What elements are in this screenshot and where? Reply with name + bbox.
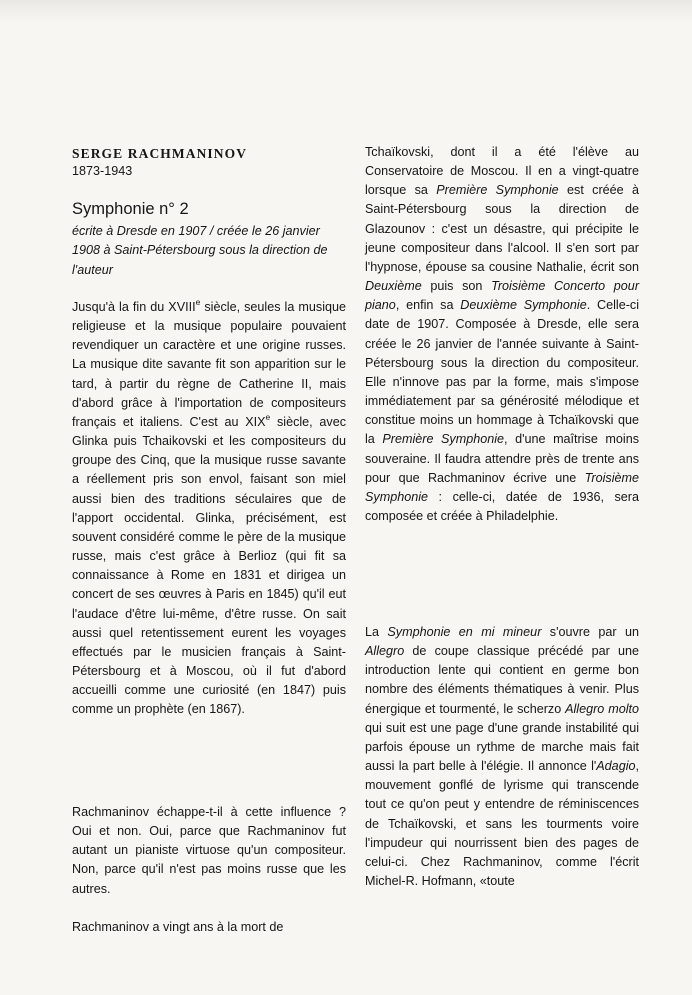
text-run: . Celle-ci date de 1907. Composée à Dresde, elle sera créée le 26 janvier de l'année suivante à Saint-Pétersbourg sous la direction du compositeur. Elle n'innove pas par la forme, mais s'impose immédiatement par sa générosité mélodique et constitue moins un hommage à Tchaïkovski que la xyxy=(365,298,639,447)
tempo-marking: Adagio xyxy=(596,759,636,774)
paragraph-biography xyxy=(365,143,639,526)
text-run: Tchaïkovski, dont il a été l'élève au Conservatoire de Moscou. Il en a vingt-quatre lorsque sa xyxy=(365,145,639,198)
work-reference: Première Symphonie xyxy=(436,183,559,198)
text-run: Jusqu'à la fin du XVIII xyxy=(72,300,196,314)
text-run: , mouvement gonflé de lyrisme qui transcende tout ce qu'on peut y entendre de réminiscences de Tchaïkovski, et sans les tourments voire l'impudeur qui nourrissent bien des pages de celui-ci. Chez Rachmaninov, comme l'écrit Michel-R. Hofmann, «toute xyxy=(365,759,639,889)
tempo-marking: Allegro molto xyxy=(565,701,640,716)
work-reference: Troisième Concerto pour piano xyxy=(365,279,640,313)
text-run: siècle, avec Glinka puis Tchaikovski et les compositeurs du groupe des Cinq, que la musique russe savante a réellement pris son envol, faisant son miel aussi bien des traditions séculaires que de l'apport occidental. Glinka, précisément, est souvent considéré comme le père de la musique russe, mais c'est grâce à Berlioz (qui fit sa connaissance à Rome en 1831 et dirigea un concert de ses œuvres à Paris en 1845) qu'il eut l'audace d'être lui-même, d'être russe. On sait aussi quel retentissement eurent les voyages effectués par le musicien français à Saint-Pétersbourg et à Moscou, où il fut d'abord accueilli comme une curiosité (en 1847) puis comme un prophète (en 1867). xyxy=(72,414,347,717)
composer-dates: 1873-1943 xyxy=(72,164,133,178)
work-subtitle: écrite à Dresde en 1907 / créée le 26 janvier 1908 à Saint-Pétersbourg sous la direction de l'auteur xyxy=(72,224,328,277)
work-reference: Deuxième xyxy=(365,279,422,294)
paragraph-history xyxy=(72,298,346,719)
tempo-marking: Allegro xyxy=(365,644,405,659)
paragraph-continues: Rachmaninov a vingt ans à la mort de xyxy=(72,920,284,934)
work-reference: Troisième Symphonie xyxy=(365,470,639,504)
text-run: est créée à Saint-Pétersbourg sous la direction de Glazounov : c'est un désastre, qui précipite le jeune compositeur dans l'alcool. Il s'en sort par l'hypnose, épouse sa cousine Nathalie, écrit son xyxy=(365,183,639,274)
work-reference: Première Symphonie xyxy=(382,432,505,447)
superscript: e xyxy=(265,411,271,422)
text-run: qui suit est une page d'une grande instabilité qui parfois épouse un rythme de marche mais fait aussi la part belle à l'élégie. Il annonce l' xyxy=(365,720,639,774)
text-run: La xyxy=(365,625,388,639)
work-title: Symphonie n° 2 xyxy=(72,200,189,218)
text-run: , d'une maîtrise moins souveraine. Il faudra attendre près de trente ans pour que Rachmaninov écrive une xyxy=(365,432,640,485)
work-reference: Deuxième Symphonie xyxy=(460,298,587,313)
text-run: de coupe classique précédé par une introduction lente qui contient en germe bon nombre des éléments thématiques à venir. Plus énergique et tourmenté, le scherzo xyxy=(365,644,639,716)
text-run: siècle, seules la musique religieuse et la musique populaire pouvaient revendiquer un caractère et une origine russes. La musique dite savante fit son apparition sur le tard, à partir du règne de Catherine II, mais d'abord grâce à l'importation de compositeurs français et italiens. C'est au XIX xyxy=(72,300,346,429)
text-run: puis son xyxy=(421,279,492,294)
text-run: , enfin sa xyxy=(395,298,461,313)
superscript: e xyxy=(195,297,201,307)
text-run: : celle-ci, datée de 1936, sera composée et créée à Philadelphie. xyxy=(365,489,639,523)
paragraph-analysis xyxy=(365,623,639,891)
work-reference: Symphonie en mi mineur xyxy=(387,625,542,639)
paragraph-influence: Rachmaninov échappe-t-il à cette influence ? Oui et non. Oui, parce que Rachmaninov fut autant un pianiste virtuose qu'un compositeur. Non, parce qu'il n'est pas moins russe que les autres. xyxy=(72,805,346,896)
composer-name: SERGE RACHMANINOV xyxy=(72,146,248,161)
text-run: s'ouvre par un xyxy=(541,625,639,639)
page-top-edge xyxy=(0,0,692,22)
